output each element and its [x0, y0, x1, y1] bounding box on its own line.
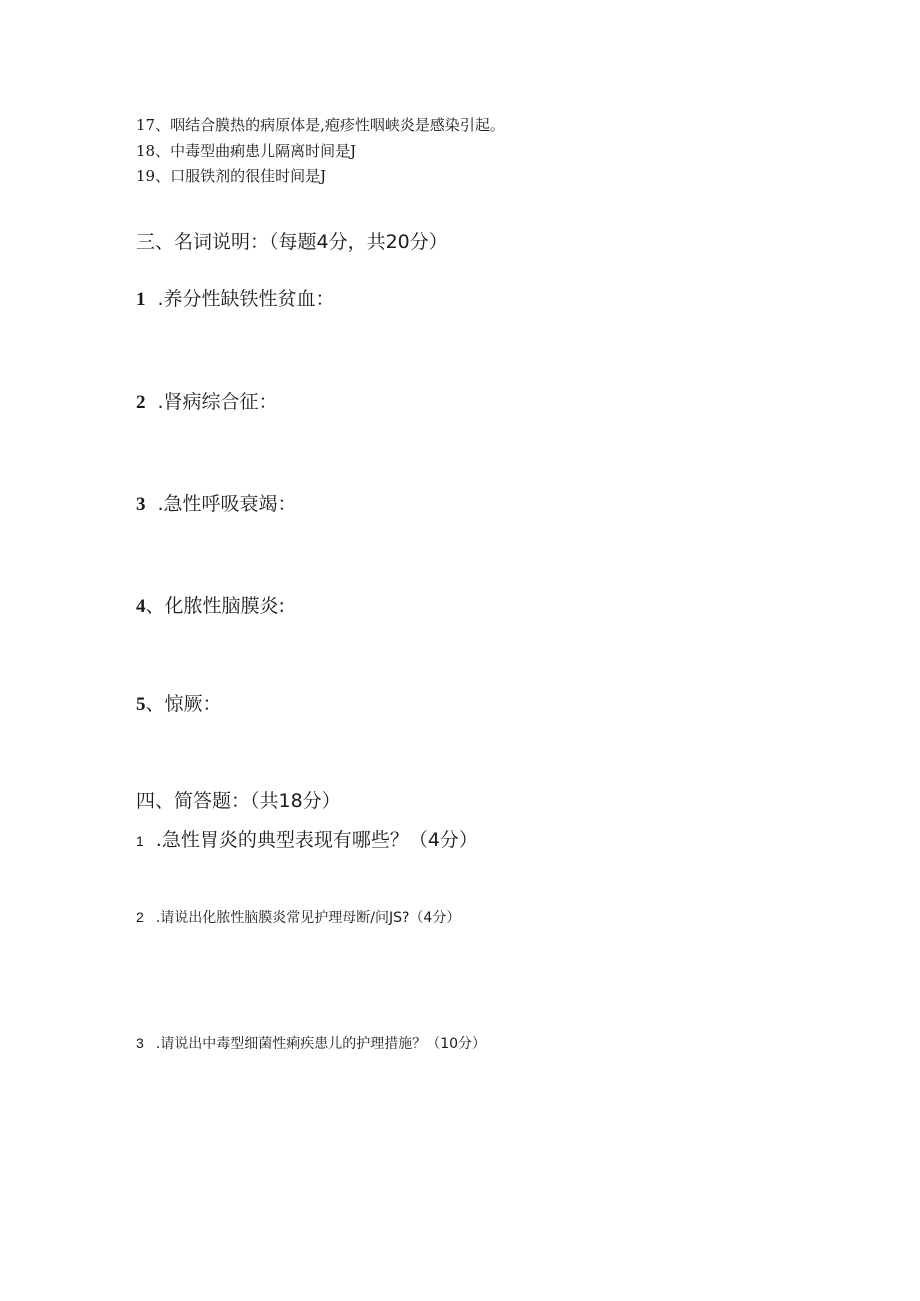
section4-title: 四、简答题：（共18分）	[136, 790, 341, 812]
question-text: .请说出化脓性脑膜炎常见护理母断/问JS?（4分）	[155, 910, 461, 926]
term-text: 、化脓性脑膜炎:	[145, 595, 285, 617]
term-1	[136, 290, 335, 309]
term-text: .肾病综合征：	[157, 391, 278, 413]
term-number: 1	[136, 289, 146, 310]
term-4	[136, 597, 285, 616]
section3-title: 三、名词说明：（每题4分，共20分）	[136, 231, 448, 253]
fill-in-line-19: 19、口服铁剂的很佳时间是J	[136, 167, 327, 185]
question-text: .请说出中毒型细菌性痢疾患儿的护理措施？（10分）	[155, 1036, 487, 1052]
question-3	[136, 1036, 486, 1051]
fill-in-line-17: 17、咽结合膜热的病原体是,疱疹性咽峡炎是感染引起。	[136, 116, 505, 134]
question-number: 2	[136, 909, 144, 925]
question-2	[136, 910, 460, 925]
term-5	[136, 695, 222, 714]
term-number: 2	[136, 392, 146, 413]
term-number: 5	[136, 694, 146, 715]
term-text: .急性呼吸衰竭：	[157, 493, 297, 515]
term-text: .养分性缺铁性贫血：	[157, 288, 335, 310]
question-1	[136, 831, 478, 850]
question-number: 1	[136, 833, 144, 849]
term-2	[136, 393, 278, 412]
term-number: 4	[136, 596, 146, 617]
term-number: 3	[136, 494, 146, 515]
term-text: 、惊厥：	[145, 693, 222, 715]
question-text: .急性胃炎的典型表现有哪些？（4分）	[155, 829, 478, 851]
term-3	[136, 495, 297, 514]
question-number: 3	[136, 1035, 144, 1051]
fill-in-line-18: 18、中毒型曲痢患儿隔离时间是J	[136, 142, 357, 160]
